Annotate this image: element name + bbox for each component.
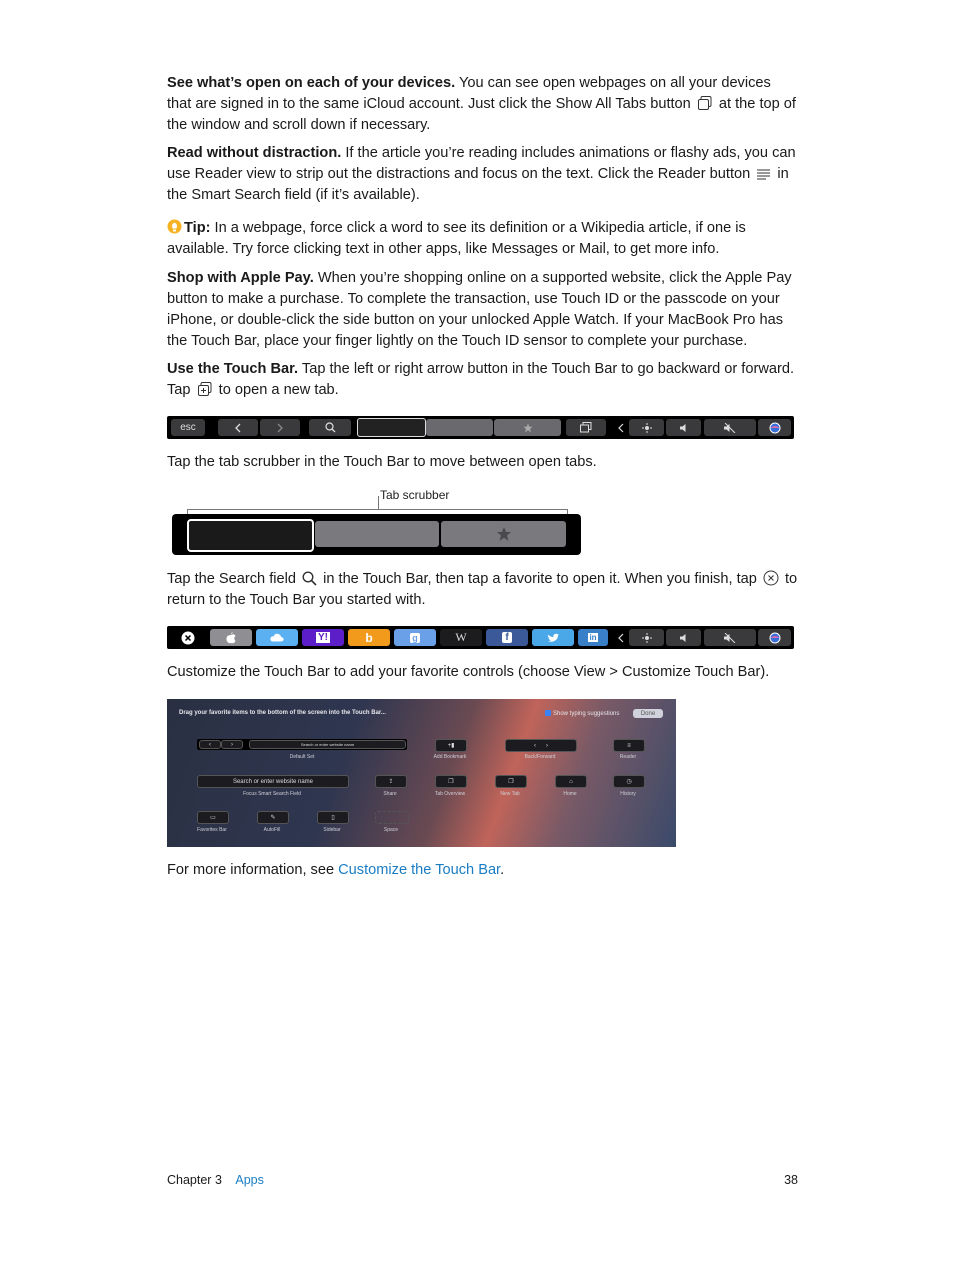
forward-button[interactable]	[260, 419, 300, 436]
paragraph-devices: See what’s open on each of your devices. You can see open webpages on all your devices that are signed in to the same iCloud account. Just click the Show All Tabs button at the top of the window and scroll down if necessary.	[167, 75, 796, 133]
reader-icon	[756, 168, 771, 181]
favorite-twitter[interactable]	[532, 629, 574, 646]
new-tab-icon	[197, 381, 213, 397]
tab-scrubber-current[interactable]	[357, 418, 426, 437]
expand-control-strip-icon[interactable]	[615, 419, 627, 436]
touch-bar-safari	[167, 416, 794, 439]
done-button[interactable]: Done	[633, 709, 663, 718]
paragraph-scrubber: Tap the tab scrubber in the Touch Bar to move between open tabs.	[167, 454, 597, 470]
paragraph-reader: Read without distraction. If the article you’re reading includes animations or flashy ads, you can use Reader view to strip out the distractions and focus on the text. Click the Reader button in the Smart Search field (if it’s available).	[167, 145, 796, 203]
bing-icon: b	[365, 630, 373, 645]
favorite-google[interactable]	[394, 629, 436, 646]
customize-header: Drag your favorite items to the bottom of the screen into the Touch Bar...	[179, 710, 386, 716]
volume-button[interactable]	[666, 419, 701, 436]
close-icon	[181, 631, 195, 645]
yahoo-icon: Y!	[318, 632, 328, 643]
footer-section-link[interactable]: Apps	[235, 1173, 264, 1187]
new-tab-button[interactable]	[566, 419, 606, 436]
siri-button[interactable]	[758, 419, 791, 436]
scrubber-favorites[interactable]	[441, 521, 566, 547]
paragraph-touch-bar: Use the Touch Bar. Tap the left or right arrow button in the Touch Bar to go backward or forward. Tap to open a new tab.	[167, 361, 795, 398]
esc-key[interactable]: esc	[171, 419, 205, 436]
default-set-bar[interactable]: ‹ › Search or enter website name	[197, 739, 407, 750]
share-item[interactable]: ⇪	[375, 775, 407, 788]
close-favorites-button[interactable]	[179, 629, 197, 646]
heading-touch-bar: Use the Touch Bar.	[167, 361, 299, 377]
volume-button[interactable]	[666, 629, 701, 646]
customize-touch-bar-screenshot: Drag your favorite items to the bottom of the screen into the Touch Bar... Show typing suggestions Done ‹ › Search or enter website name Default Set +▮ Add Bookmark ‹ › Back/Forward ≡ Reader Search or enter website name Focus Smart Search Field ⇪ Share ❐ Tab Overview ❐ New Tab ⌂ Home ◷ History ▭ Favorites Bar ✎ AutoFill ▯ Sidebar Space	[167, 699, 676, 847]
autofill-item[interactable]: ✎	[257, 811, 289, 824]
focus-search-item[interactable]: Search or enter website name	[197, 775, 349, 788]
favorite-bing[interactable]	[348, 629, 390, 646]
reader-item[interactable]: ≡	[613, 739, 645, 752]
paragraph-more-info: For more information, see Customize the Touch Bar.	[167, 862, 505, 878]
favorite-icloud[interactable]	[256, 629, 298, 646]
mute-button[interactable]	[704, 419, 756, 436]
add-bookmark-item[interactable]: +▮	[435, 739, 467, 752]
tab-scrubber-zoom	[172, 514, 581, 555]
scrubber-tab[interactable]	[315, 521, 439, 547]
heading-apple-pay: Shop with Apple Pay.	[167, 270, 314, 286]
page-number: 38	[784, 1173, 798, 1187]
facebook-icon: f	[502, 632, 511, 643]
tab-overview-item[interactable]: ❐	[435, 775, 467, 788]
favorite-facebook[interactable]	[486, 629, 528, 646]
typing-suggestions-checkbox[interactable]: Show typing suggestions	[545, 710, 619, 717]
paragraph-search: Tap the Search field in the Touch Bar, then tap a favorite to open it. When you finish, tap to return to the Touch Bar you started with.	[167, 571, 798, 608]
tab-scrubber-tab[interactable]	[426, 419, 493, 436]
favorites-bar-item[interactable]: ▭	[197, 811, 229, 824]
search-icon	[302, 571, 317, 586]
linkedin-icon: in	[589, 633, 597, 642]
heading-reader: Read without distraction.	[167, 145, 342, 161]
footer-chapter: Chapter 3 Apps	[167, 1173, 264, 1187]
callout-tab-scrubber: Tab scrubber	[380, 488, 450, 502]
mute-button[interactable]	[704, 629, 756, 646]
tab-scrubber-favorites[interactable]	[494, 419, 561, 436]
favorite-wikipedia[interactable]	[440, 629, 482, 646]
scrubber-current-tab[interactable]	[187, 519, 314, 552]
show-all-tabs-icon	[697, 95, 713, 111]
expand-control-strip-icon[interactable]	[615, 629, 627, 646]
star-icon	[496, 526, 512, 542]
lightbulb-icon	[167, 219, 182, 235]
back-forward-item[interactable]: ‹ ›	[505, 739, 577, 752]
home-item[interactable]: ⌂	[555, 775, 587, 788]
touch-bar-favorites	[167, 626, 794, 649]
favorite-yahoo[interactable]	[302, 629, 344, 646]
close-circle-icon	[763, 570, 779, 586]
apple-icon	[226, 632, 236, 644]
space-item[interactable]	[375, 811, 409, 824]
favorite-apple[interactable]	[210, 629, 252, 646]
search-button[interactable]	[309, 419, 351, 436]
tip-label: Tip:	[184, 220, 211, 236]
history-item[interactable]: ◷	[613, 775, 645, 788]
back-button[interactable]	[218, 419, 258, 436]
brightness-button[interactable]	[629, 419, 664, 436]
wikipedia-icon: W	[455, 630, 467, 644]
paragraph-tip: Tip: In a webpage, force click a word to see its definition or a Wikipedia article, if one is available. Try force clicking text in other apps, like Messages or Mail, to get more info.	[167, 220, 746, 257]
twitter-icon	[547, 633, 559, 643]
customize-touch-bar-link[interactable]: Customize the Touch Bar	[338, 862, 501, 878]
paragraph-apple-pay: Shop with Apple Pay. When you’re shopping online on a supported website, click the Apple Pay button to make a purchase. To complete the transaction, use Touch ID or the passcode on your iPhone, or double-click the side button on your unlocked Apple Watch. If your MacBook Pro has the Touch Bar, place your finger lightly on the Touch ID sensor to complete your purchase.	[167, 270, 792, 349]
favorite-linkedin[interactable]	[578, 629, 608, 646]
heading-devices: See what’s open on each of your devices.	[167, 75, 456, 91]
new-tab-item[interactable]: ❐	[495, 775, 527, 788]
siri-button[interactable]	[758, 629, 791, 646]
cloud-icon	[270, 633, 284, 642]
google-icon: g	[412, 632, 418, 643]
paragraph-customize: Customize the Touch Bar to add your favorite controls (choose View > Customize Touch Bar).	[167, 664, 770, 680]
sidebar-item[interactable]: ▯	[317, 811, 349, 824]
brightness-button[interactable]	[629, 629, 664, 646]
